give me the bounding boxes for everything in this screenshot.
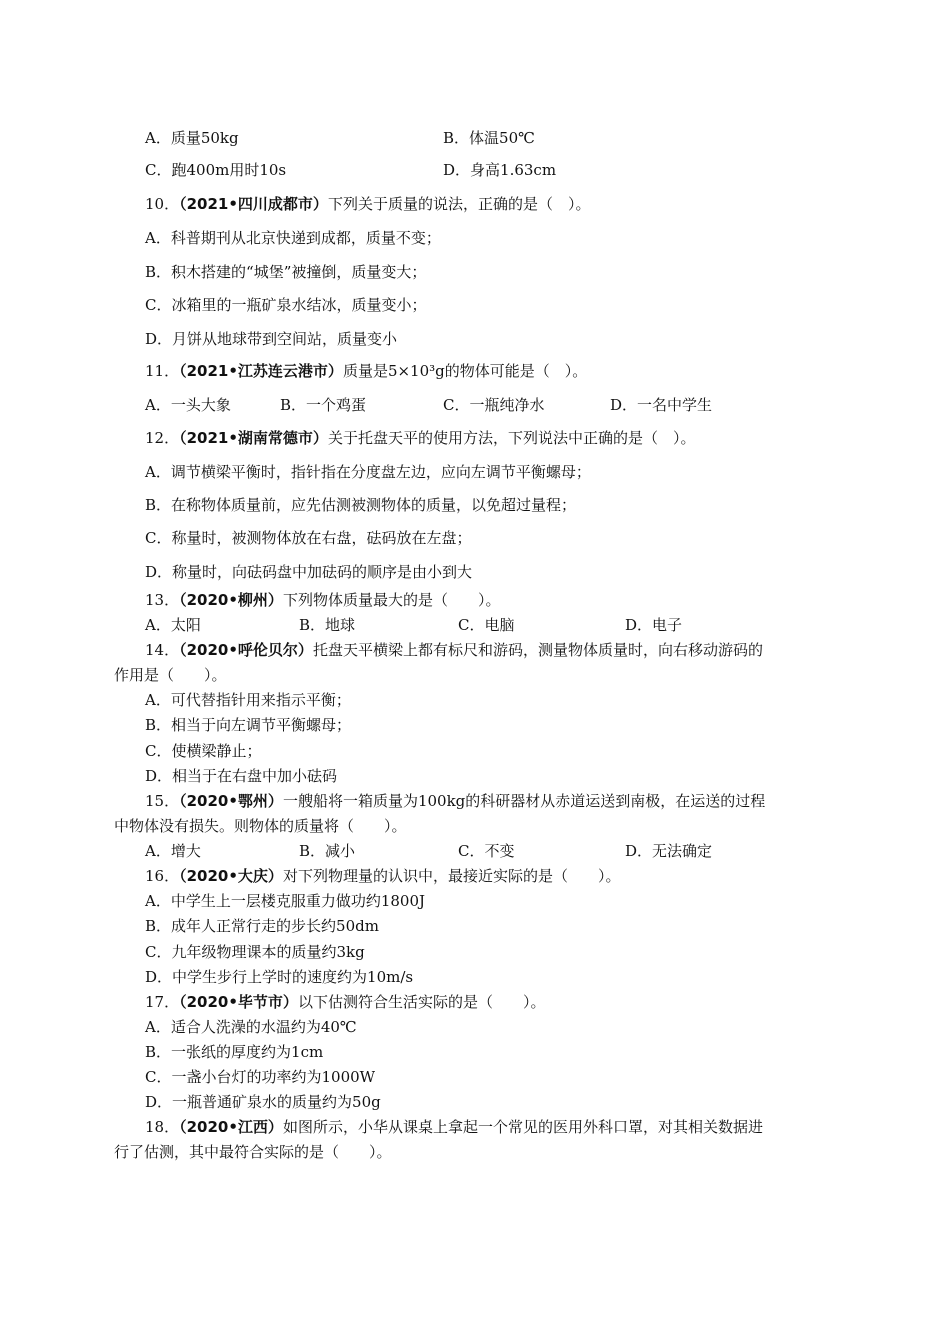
question-line	[145, 640, 763, 660]
question-number: 18．	[145, 1118, 180, 1136]
text-line: B．相当于向左调节平衡螺母；	[145, 716, 352, 734]
text-line: A．可代替指针用来指示平衡；	[145, 691, 351, 709]
question-number: 14．	[145, 641, 180, 659]
text-line: B．在称物体质量前，应先估测被测物体的质量，以免超过量程；	[145, 496, 577, 514]
question-source: （2020•柳州）	[179, 591, 283, 609]
question-number: 15．	[145, 792, 180, 810]
text-line: C．使横梁静止；	[145, 742, 262, 760]
text-line: 行了估测，其中最符合实际的是（ ）。	[114, 1143, 392, 1161]
question-source: （2021•四川成都市）	[179, 195, 328, 213]
question-text: 下列物体质量最大的是（ ）。	[282, 591, 501, 609]
question-number: 12．	[145, 429, 180, 447]
text-line: B．成年人正常行走的步长约50dm	[145, 917, 379, 935]
text-line: A．适合人洗澡的水温约为40℃	[145, 1018, 357, 1036]
question-line	[145, 866, 620, 886]
question-text: 质量是5×10³g的物体可能是（ ）。	[342, 362, 588, 380]
question-line	[145, 590, 500, 610]
question-number: 10．	[145, 195, 180, 213]
question-text: 关于托盘天平的使用方法，下列说法中正确的是（ ）。	[327, 429, 696, 447]
text-line: D．月饼从地球带到空间站，质量变小	[145, 330, 398, 348]
text-line: 中物体没有损失。则物体的质量将（ ）。	[114, 817, 407, 835]
text-line: D．称量时，向砝码盘中加砝码的顺序是由小到大	[145, 563, 473, 581]
question-source: （2021•湖南常德市）	[179, 429, 328, 447]
text-line: C．称量时，被测物体放在右盘，砝码放在左盘；	[145, 529, 472, 547]
text-line: C．一盏小台灯的功率约为1000W	[145, 1068, 376, 1086]
text-line: A．调节横梁平衡时，指针指在分度盘左边，应向左调节平衡螺母；	[145, 463, 591, 481]
question-line	[145, 194, 590, 214]
text-line: A．中学生上一层楼克服重力做功约1800J	[145, 892, 426, 910]
question-line	[145, 428, 695, 448]
answer-option: B．减小	[299, 842, 356, 860]
question-text: 托盘天平横梁上都有标尺和游码，测量物体质量时，向右移动游码的	[312, 641, 763, 659]
answer-option: C．一瓶纯净水	[443, 396, 545, 414]
question-line	[145, 1117, 763, 1137]
text-line: D．中学生步行上学时的速度约为10m/s	[145, 968, 414, 986]
answer-option: B．一个鸡蛋	[280, 396, 367, 414]
answer-option: C．跑400m用时10s	[145, 161, 287, 179]
question-line	[145, 992, 545, 1012]
answer-option: B．地球	[299, 616, 356, 634]
question-source: （2021•江苏连云港市）	[179, 362, 343, 380]
question-source: （2020•江西）	[179, 1118, 283, 1136]
question-number: 17．	[145, 993, 180, 1011]
question-line	[145, 791, 765, 811]
text-line: B．积木搭建的“城堡”被撞倒，质量变大；	[145, 263, 427, 281]
question-text: 一艘船将一箱质量为100kg的科研器材从赤道运送到南极，在运送的过程	[282, 792, 766, 810]
question-source: （2020•毕节市）	[179, 993, 298, 1011]
text-line: C．冰箱里的一瓶矿泉水结冰，质量变小；	[145, 296, 427, 314]
question-number: 13．	[145, 591, 180, 609]
answer-option: C．电脑	[458, 616, 515, 634]
question-source: （2020•鄂州）	[179, 792, 283, 810]
question-text: 如图所示，小华从课桌上拿起一个常见的医用外科口罩，对其相关数据进	[282, 1118, 763, 1136]
question-number: 16．	[145, 867, 180, 885]
answer-option: A．太阳	[145, 616, 201, 634]
answer-option: D．一名中学生	[610, 396, 713, 414]
text-line: D．一瓶普通矿泉水的质量约为50g	[145, 1093, 381, 1111]
question-source: （2020•大庆）	[179, 867, 283, 885]
question-text: 以下估测符合生活实际的是（ ）。	[297, 993, 546, 1011]
text-line: C．九年级物理课本的质量约3kg	[145, 943, 365, 961]
question-line	[145, 361, 587, 381]
text-line: B．一张纸的厚度约为1cm	[145, 1043, 324, 1061]
answer-option: A．增大	[145, 842, 201, 860]
answer-option: B．体温50℃	[443, 129, 535, 147]
answer-option: D．身高1.63cm	[443, 161, 557, 179]
text-line: 作用是（ ）。	[114, 666, 227, 684]
text-line: A．科普期刊从北京快递到成都，质量不变；	[145, 229, 441, 247]
question-text: 下列关于质量的说法，正确的是（ ）。	[327, 195, 591, 213]
answer-option: D．电子	[625, 616, 683, 634]
answer-option: A．质量50kg	[145, 129, 239, 147]
text-line: D．相当于在右盘中加小砝码	[145, 767, 338, 785]
question-source: （2020•呼伦贝尔）	[179, 641, 313, 659]
answer-option: C．不变	[458, 842, 515, 860]
answer-option: D．无法确定	[625, 842, 713, 860]
answer-option: A．一头大象	[145, 396, 231, 414]
question-number: 11．	[145, 362, 180, 380]
question-text: 对下列物理量的认识中，最接近实际的是（ ）。	[282, 867, 621, 885]
